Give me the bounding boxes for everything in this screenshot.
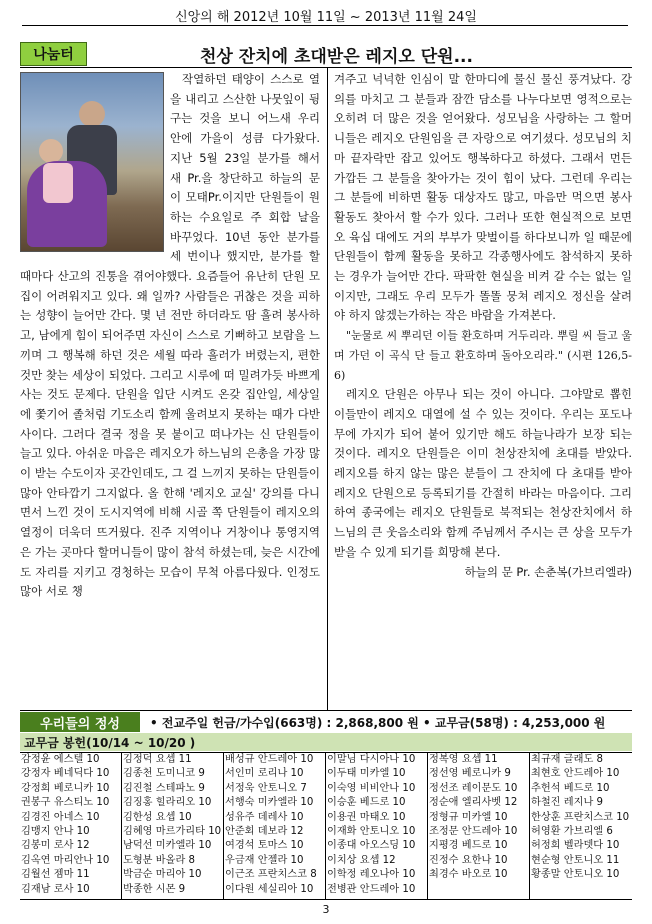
sponsor-column	[530, 753, 632, 899]
article-title: 천상 잔치에 초대받은 레지오 단원...	[200, 47, 473, 67]
sponsor-entry: 김종천 도미니코 9	[123, 768, 205, 780]
donation-bar	[20, 712, 632, 732]
sponsor-entry: 김옥연 마리안나 10	[21, 854, 110, 866]
sponsor-column	[20, 753, 122, 899]
sponsor-entry: 추헌석 베드로 10	[531, 782, 610, 794]
sponsor-entry: 이치상 요셉 12	[327, 854, 396, 866]
sponsor-entry: 이승훈 베드로 10	[327, 797, 406, 809]
sponsor-entry: 최규재 글래도 8	[531, 754, 604, 765]
sponsor-entry: 정선조 레이문도 10	[429, 782, 518, 794]
sponsor-entry: 배성규 안드레아 10	[225, 754, 314, 765]
page-header: 신앙의 해 2012년 10월 11일 ~ 2013년 11월 24일	[175, 10, 477, 25]
sponsor-entry: 허영환 가브리엘 6	[531, 826, 613, 838]
article-left-column	[20, 70, 320, 602]
sponsor-entry: 성유주 데레사 10	[225, 811, 304, 823]
sponsor-entry: 박종한 시몬 9	[123, 883, 186, 895]
sponsor-entry: 이용권 마태오 10	[327, 811, 406, 823]
sponsor-entry: 김봉미 로사 12	[21, 840, 90, 852]
donation-rule	[20, 710, 632, 711]
sponsor-entry: 김월선 젬마 11	[21, 869, 90, 881]
article-body-right: 겨주고 넉넉한 인심이 말 한마디에 물신 물신 풍겨났다. 강의를 마치고 그 분들과 잠깐 담소를 나누다보면 영적으로는 오히려 더 많은 것을 얻어왔다. 성모님을 사랑하는 그 할머니들은 레지오 단원임을 큰 자랑으로 여기셨다. 성모님의 치마 끝자락만 잡고 있어도 행복하다고 하셨다. 그래서 먼든 가깝든 그 분들을 찾아가는 것이 힘이 났다. 그런데 우리는 그 분들에 비하면 활동 대상자도 많고, 마음만 먹으면 봉사활동도 찾아서 할 수가 있다. 그러나 또한 현실적으로 보면 오 육십 대에도 거의 부부가 맞벌이를 하다보니까 일 때문에 단원들이 함께 활동을 못하고 각종행사에도 참석하지 못하는 경우가 늘어만 간다. 팍팍한 현실을 비켜 갈 수는 없는 일이지만, 그래도 우리 모두가 똘똘 뭉쳐 레지오 정신을 살려야 하지 않겠는가하는 작은 바람을 가져본다.	[334, 72, 632, 323]
sponsor-entry: 허정희 벨라뎃다 10	[531, 840, 620, 852]
sponsor-entry: 김혜영 마르가리타 10	[123, 826, 222, 838]
sponsor-entry: 전병관 안드레아 10	[327, 883, 416, 895]
sponsor-entry: 한상훈 프란치스코 10	[531, 811, 630, 823]
sponsor-entry: 이다원 세실리아 10	[225, 883, 314, 895]
article-photo	[20, 72, 164, 252]
sponsor-entry: 이두태 미카엘 10	[327, 768, 406, 780]
sponsor-entry: 박금순 마리아 10	[123, 869, 202, 881]
sponsor-entry: 김경진 아네스 10	[21, 811, 100, 823]
author-signature: 하늘의 문 Pr. 손춘복(가브리엘라)	[464, 564, 632, 579]
sponsor-entry: 서인미 로리나 10	[225, 768, 304, 780]
sponsor-entry: 남덕선 미카엘라 10	[123, 840, 212, 852]
column-divider	[327, 68, 328, 710]
scripture-quote: "눈물로 씨 뿌리던 이들 환호하며 거두리라. 뿌릴 씨 들고 울며 가던 이 곡식 단 들고 환호하며 돌아오리라." (시편 126,5-6)	[334, 329, 632, 382]
sponsor-entry: 안준회 데보라 12	[225, 826, 304, 838]
sponsor-entry: 우금재 안젤라 10	[225, 854, 304, 866]
donation-label: 우리들의 정성	[20, 712, 140, 732]
sponsor-entry: 최현호 안드레아 10	[531, 768, 620, 780]
sponsor-entry: 이재화 안토니오 10	[327, 826, 416, 838]
sponsor-entry: 김재남 로사 10	[21, 883, 90, 895]
sponsor-entry: 감정윤 에스텔 10	[21, 754, 100, 765]
sponsor-entry: 현순형 안토니오 11	[531, 854, 620, 866]
article-body-left: 작열하던 태양이 스스로 열을 내리고 스산한 나뭇잎이 뒹구는 것을 보니 어느새 우리 안에 가을이 성큼 다가왔다. 지난 5월 23일 분가를 해서 새 Pr.을 창단하고 하늘의 문이 모태Pr.이지만 단원들이 원하는 수요일로 주 회합 날을 바꾸었다. 10년 동안 분가를 세 번이나 했지만, 분가를 할 때마다 산고의 진통을 겪어야했다. 요즘들어 유난히 단원 모집이 어려워지고 있다. 왜 일까? 사람들은 귀찮은 것을 피하는 성향이 늘어만 간다. 몇 년 전만 하더라도 땀 흘려 봉사하고, 남에게 힘이 되어주면 자신이 스스로 기뻐하고 보람을 느끼며 그 행복해 하던 것은 세월 따라 흘러가 버렸는지, 편한 것만 찾는 세상이 되었다. 그리고 시루에 떠 밀려가듯 바쁘게 사는 것도 문제다. 단원을 입단 시켜도 온갖 집안일, 세상일에 쫓기어 졸처럼 기도소리 함께 울려보지 못하는 때가 다반사이다. 그러다 결국 정을 못 붙이고 떠나가는 신 단원들이 늘고 있다. 아쉬운 마음은 레지오가 하느님의 은총을 가장 많이 받는 수도이자 곳간인데도, 그 걸 느끼지 못하는 단원들이 많아 안타깝기 그지없다. 올 한해 '레지오 교실' 강의를 다니면서 느낀 것이 도시지역에 비해 시골 쪽 단원들이 레지오의 열정이 더욱더 뜨거웠다. 진주 지역이나 거창이나 통영지역은 가는 곳마다 할머니들이 많이 참석 하셨는데, 늦은 시간에도 자리를 지키고 경청하는 모습이 무척 아름다웠다. 인정도 많아 서로 챙	[20, 72, 320, 599]
sponsor-column	[122, 753, 224, 899]
sponsor-entry: 정순애 엘리사벳 12	[429, 797, 518, 809]
sponsor-entry: 강정자 베네딕다 10	[21, 768, 110, 780]
donation-summary: • 전교주일 헌금/가수입(663명) : 2,868,800 원 • 교무금(58명) : 4,253,000 원	[150, 715, 606, 730]
sponsor-entry: 권봉구 유스티노 10	[21, 797, 110, 809]
sponsor-column	[428, 753, 530, 899]
sponsor-entry: 김정덕 요셉 11	[123, 754, 192, 765]
sponsor-entry: 여경석 토마스 10	[225, 840, 304, 852]
sponsor-entry: 정형규 미카엘 10	[429, 811, 508, 823]
sponsor-entry: 이말님 다시아나 10	[327, 754, 416, 765]
sponsor-entry: 이종대 아오스딩 10	[327, 840, 416, 852]
sponsor-entry: 정선영 베로니카 9	[429, 768, 511, 780]
sponsor-entry: 김맹지 안나 10	[21, 826, 90, 838]
section-badge: 나눔터	[20, 42, 87, 66]
sponsor-entry: 황종말 안토니오 10	[531, 869, 620, 881]
page-number: 3	[322, 903, 330, 916]
sponsor-entry: 김한성 요셉 10	[123, 811, 192, 823]
article-right-column	[334, 70, 632, 582]
sponsor-entry: 김진철 스테파노 9	[123, 782, 205, 794]
header-rule	[22, 25, 628, 26]
sponsor-entry: 김징홍 힐라리오 10	[123, 797, 212, 809]
sponsor-entry: 진정수 요한나 10	[429, 854, 508, 866]
sponsor-entry: 지평경 베드로 10	[429, 840, 508, 852]
sponsor-entry: 서정욱 안토니오 7	[225, 782, 307, 794]
sponsor-entry: 정복영 요셉 11	[429, 754, 498, 765]
sponsor-entry: 이근조 프란치스코 8	[225, 869, 317, 881]
sponsor-column	[224, 753, 326, 899]
sponsor-entry: 최경수 바오로 10	[429, 869, 508, 881]
sponsors-title: 교무금 봉헌(10/14 ~ 10/20 )	[20, 733, 632, 751]
sponsor-entry: 조정문 안드레아 10	[429, 826, 518, 838]
title-rule	[20, 67, 632, 68]
sponsor-entry: 강정희 베로니카 10	[21, 782, 110, 794]
sponsor-entry: 서행숙 미카엘라 10	[225, 797, 314, 809]
sponsor-entry: 이숙영 비비안나 10	[327, 782, 416, 794]
article-body-right-2: 레지오 단원은 아무나 되는 것이 아니다. 그야말로 뽑힌 이들만이 레지오 대열에 설 수 있는 것이다. 우리는 포도나무에 가지가 되어 붙어 있기만 해도 하늘나라가 보장 되는 것이다. 레지오 단원들은 이미 천상잔치에 초대를 받았다. 레지오를 하지 않는 많은 분들이 그 잔치에 다 초대를 받아 레지오 단원으로 등록되기를 간절히 바라는 마음이다. 그리하여 종국에는 레지오 단원들로 북적되는 천상잔치에서 하느님의 큰 웃음소리와 함께 주님께서 주시는 큰 상을 모두가 받을 수 있게 되기를 희망해 본다.	[334, 387, 632, 559]
sponsor-column	[326, 753, 428, 899]
sponsor-entry: 도형분 바올라 8	[123, 854, 196, 866]
sponsor-entry: 하철진 레지나 9	[531, 797, 604, 809]
sponsor-entry: 이학정 레오나아 10	[327, 869, 416, 881]
sponsor-grid	[20, 752, 632, 900]
